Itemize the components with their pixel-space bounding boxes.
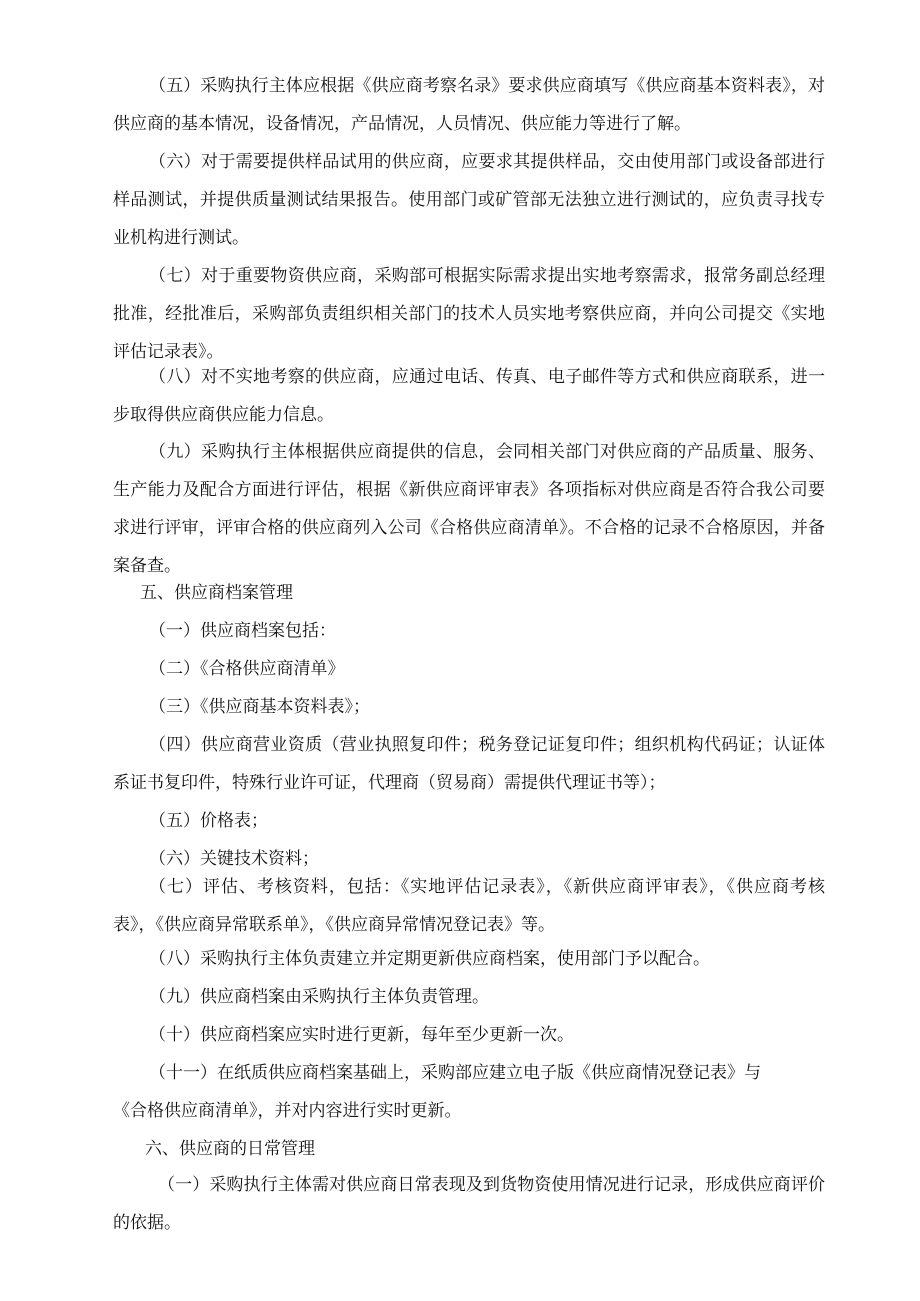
- archive-item-7: （七）评估、考核资料，包括：《实地评估记录表》，《新供应商评审表》，《供应商考核表》，《供应商异常联系单》，《供应商异常情况登记表》等。: [113, 877, 825, 935]
- archive-item-3: （三）《供应商基本资料表》；: [149, 697, 370, 717]
- archive-item-9: （九）供应商档案由采购执行主体负责管理。: [149, 987, 489, 1007]
- paragraph-item-6: （六）对于需要提供样品试用的供应商，应要求其提供样品，交由使用部门或设备部进行样品测试，并提供质量测试结果报告。使用部门或矿管部无法独立进行测试的，应负责寻找专业机构进行测试。: [113, 152, 825, 248]
- archive-item-11-line2: 《合格供应商清单》，并对内容进行实时更新。: [113, 1101, 462, 1121]
- archive-item-1: （一）供应商档案包括：: [149, 621, 336, 641]
- archive-item-6: （六）关键技术资料；: [149, 849, 319, 869]
- paragraph-item-9: （九）采购执行主体根据供应商提供的信息，会同相关部门对供应商的产品质量、服务、生产能力及配合方面进行评估，根据《新供应商评审表》各项指标对供应商是否符合我公司要求进行评审，评审合格的供应商列入公司《合格供应商清单》。不合格的记录不合格原因，并备案备查。: [113, 442, 825, 576]
- daily-item-1: （一）采购执行主体需对供应商日常表现及到货物资使用情况进行记录，形成供应商评价的依据。: [113, 1175, 825, 1233]
- archive-item-10: （十）供应商档案应实时进行更新，每年至少更新一次。: [149, 1025, 574, 1045]
- section-heading-5: 五、供应商档案管理: [140, 583, 293, 603]
- archive-item-4: （四）供应商营业资质（营业执照复印件；税务登记证复印件；组织机构代码证；认证体系证书复印件，特殊行业许可证，代理商（贸易商）需提供代理证书等）；: [113, 735, 825, 793]
- paragraph-item-5: （五）采购执行主体应根据《供应商考察名录》要求供应商填写《供应商基本资料表》，对供应商的基本情况，设备情况，产品情况，人员情况、供应能力等进行了解。: [113, 76, 825, 134]
- section-heading-6: 六、供应商的日常管理: [145, 1139, 315, 1159]
- archive-item-2: （二）《合格供应商清单》: [149, 659, 345, 679]
- archive-item-11-line1: （十一）在纸质供应商档案基础上，采购部应建立电子版《供应商情况登记表》与: [149, 1063, 761, 1083]
- paragraph-item-7: （七）对于重要物资供应商，采购部可根据实际需求提出实地考察需求，报常务副总经理批准，经批准后，采购部负责组织相关部门的技术人员实地考察供应商，并向公司提交《实地评估记录表》。: [113, 266, 825, 362]
- archive-item-5: （五）价格表；: [149, 811, 268, 831]
- archive-item-8: （八）采购执行主体负责建立并定期更新供应商档案，使用部门予以配合。: [149, 949, 710, 969]
- paragraph-item-8: （八）对不实地考察的供应商，应通过电话、传真、电子邮件等方式和供应商联系，进一步取得供应商供应能力信息。: [113, 367, 825, 425]
